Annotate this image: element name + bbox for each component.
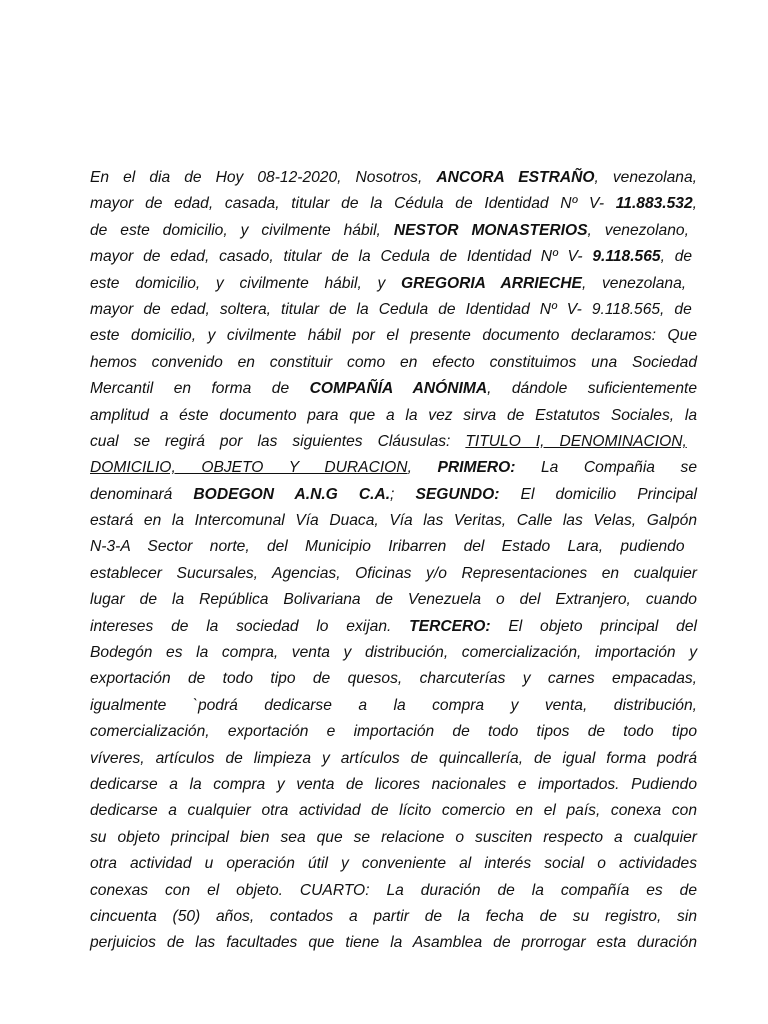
bold-text-segment: GREGORIA ARRIECHE xyxy=(401,274,582,292)
text-segment: Mercantil en forma de xyxy=(90,380,310,398)
text-line xyxy=(90,798,697,824)
text-line xyxy=(90,561,697,587)
text-segment: este domicilio, y civilmente hábil, y xyxy=(90,274,402,292)
bold-text-segment: ANCORA ESTRAÑO xyxy=(436,169,595,186)
text-segment: comercialización, exportación e importación de todo tipos de todo tipo xyxy=(90,723,697,741)
text-segment: su objeto principal bien sea que se relacione o susciten respecto a cualquier xyxy=(90,828,697,846)
text-segment: dedicarse a la compra y venta de licores nacionales e importados. Pudiendo xyxy=(90,775,697,793)
text-segment: , venezolano, xyxy=(587,221,689,239)
text-segment: mayor de edad, soltera, titular de la Cedula de Identidad Nº V- 9.118.565, de xyxy=(90,300,692,318)
text-segment: otra actividad u operación útil y conveniente al interés social o actividades xyxy=(90,855,697,873)
text-line xyxy=(90,640,697,666)
text-segment: N-3-A Sector norte, del Municipio Iribarren del Estado Lara, pudiendo xyxy=(90,538,685,556)
text-line xyxy=(90,191,697,217)
text-segment: En el dia de Hoy 08-12-2020, Nosotros, xyxy=(90,169,437,186)
text-segment: ; xyxy=(390,485,416,503)
text-line xyxy=(90,429,697,455)
text-segment: mayor de edad, casada, titular de la Cédula de Identidad Nº V- xyxy=(90,195,616,213)
text-line xyxy=(90,614,697,640)
document-body-text xyxy=(90,165,697,957)
text-line xyxy=(90,772,697,798)
text-line xyxy=(90,904,697,930)
text-segment: denominará xyxy=(90,485,194,503)
text-line xyxy=(90,825,697,851)
text-line xyxy=(90,482,697,508)
text-segment: estará en la Intercomunal Vía Duaca, Vía las Veritas, Calle las Velas, Galpón xyxy=(90,512,697,530)
text-line xyxy=(90,244,697,270)
text-segment: de este domicilio, y civilmente hábil, xyxy=(90,221,394,239)
text-segment: cual se regirá por las siguientes Cláusulas: xyxy=(90,432,466,450)
text-line xyxy=(90,746,697,772)
text-segment: , xyxy=(407,459,438,477)
underlined-text-segment: TITULO I, DENOMINACION, xyxy=(465,432,687,450)
underlined-text-segment: DOMICILIO, OBJETO Y DURACION xyxy=(90,459,408,477)
text-line xyxy=(90,165,697,191)
text-line xyxy=(90,403,697,429)
text-segment: conexas con el objeto. CUARTO: La duración de la compañía es de xyxy=(90,881,697,899)
text-segment: La Compañia se xyxy=(515,459,697,477)
text-line xyxy=(90,666,697,692)
bold-text-segment: SEGUNDO: xyxy=(415,485,500,503)
text-line xyxy=(90,376,697,402)
bold-text-segment: PRIMERO: xyxy=(437,459,516,477)
text-segment: igualmente `podrá dedicarse a la compra y venta, distribución, xyxy=(90,696,697,714)
text-line xyxy=(90,587,697,613)
text-segment: , venezolana, xyxy=(581,274,687,292)
bold-text-segment: BODEGON A.N.G C.A. xyxy=(193,485,391,503)
text-line xyxy=(90,534,697,560)
text-line xyxy=(90,218,697,244)
bold-text-segment: 9.118.565 xyxy=(592,248,661,266)
text-segment: El objeto principal del xyxy=(490,617,697,635)
text-segment: hemos convenido en constituir como en efecto constituimos una Sociedad xyxy=(90,353,697,371)
text-segment: , de xyxy=(660,248,693,266)
text-segment: amplitud a éste documento para que a la vez sirva de Estatutos Sociales, la xyxy=(90,406,697,424)
text-segment: mayor de edad, casado, titular de la Cedula de Identidad Nº V- xyxy=(90,248,593,266)
text-line xyxy=(90,323,697,349)
text-line xyxy=(90,271,697,297)
text-segment: exportación de todo tipo de quesos, charcuterías y carnes empacadas, xyxy=(90,670,697,688)
text-line xyxy=(90,851,697,877)
text-segment: cincuenta (50) años, contados a partir de la fecha de su registro, sin xyxy=(90,907,697,925)
text-segment: lugar de la República Bolivariana de Venezuela o del Extranjero, cuando xyxy=(90,591,697,609)
bold-text-segment: TERCERO: xyxy=(409,617,491,635)
text-segment: este domicilio, y civilmente hábil por el presente documento declaramos: Que xyxy=(90,327,697,345)
text-line xyxy=(90,878,697,904)
text-segment: establecer Sucursales, Agencias, Oficinas y/o Representaciones en cualquier xyxy=(90,564,697,582)
bold-text-segment: NESTOR MONASTERIOS xyxy=(393,221,588,239)
text-segment: Bodegón es la compra, venta y distribución, comercialización, importación y xyxy=(90,644,697,662)
text-segment: perjuicios de las facultades que tiene la Asamblea de prorrogar esta duración xyxy=(90,934,697,952)
text-line xyxy=(90,719,697,745)
text-line xyxy=(90,693,697,719)
text-line xyxy=(90,930,697,956)
text-segment: , venezolana, xyxy=(594,169,697,186)
text-segment: víveres, artículos de limpieza y artículos de quincallería, de igual forma podrá xyxy=(90,749,697,767)
text-line xyxy=(90,455,697,481)
text-line xyxy=(90,508,697,534)
text-segment: intereses de la sociedad lo exijan. xyxy=(90,617,410,635)
bold-text-segment: 11.883.532 xyxy=(615,195,693,213)
text-segment: dedicarse a cualquier otra actividad de lícito comercio en el país, conexa con xyxy=(90,802,697,820)
bold-text-segment: COMPAÑÍA ANÓNIMA xyxy=(309,380,488,398)
text-line xyxy=(90,297,697,323)
text-line xyxy=(90,350,697,376)
text-segment: , dándole suficientemente xyxy=(487,380,697,398)
text-segment: , xyxy=(692,195,697,213)
text-segment: El domicilio Principal xyxy=(499,485,698,503)
